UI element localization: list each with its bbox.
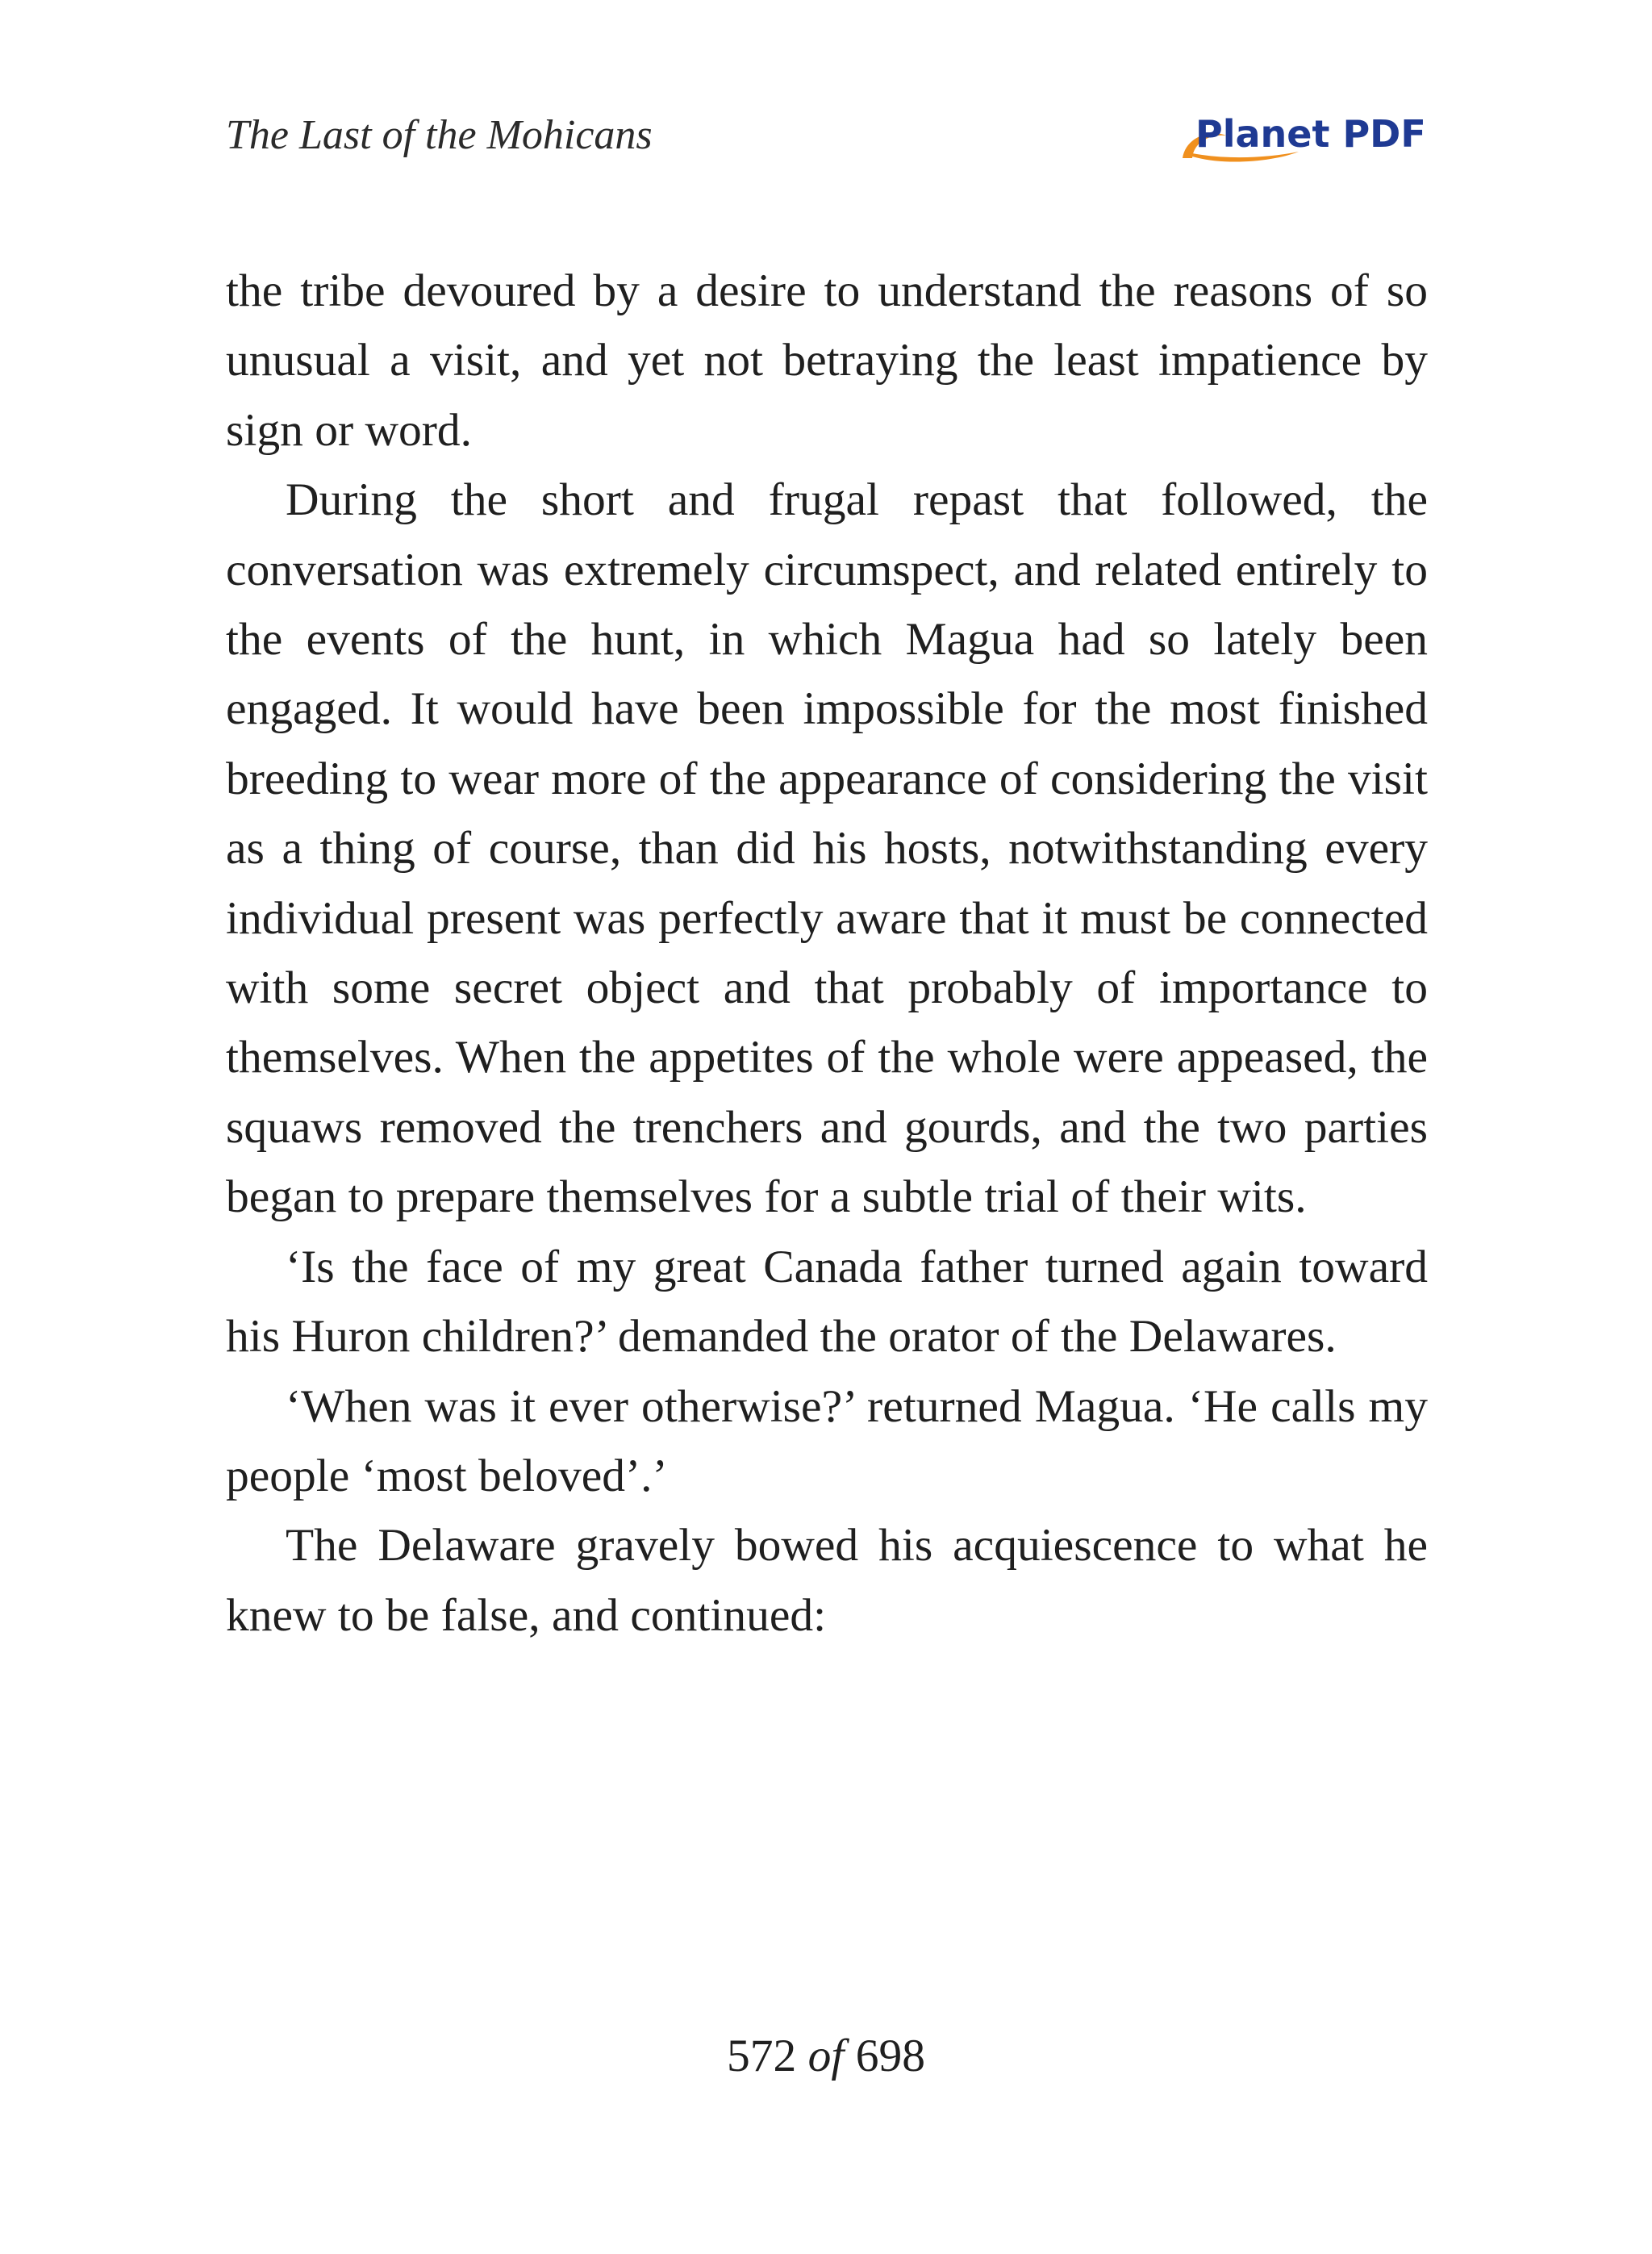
page-header xyxy=(226,105,1428,169)
paragraph: ‘When was it ever otherwise?’ returned Magua. ‘He calls my people ‘most beloved’.’ xyxy=(226,1380,1428,1501)
paragraph: the tribe devoured by a desire to understand the reasons of so unusual a visit, and yet not betraying the least impatience by sign or word. xyxy=(226,265,1428,456)
planet-pdf-logo-graphic xyxy=(1178,105,1428,169)
paragraph: During the short and frugal repast that followed, the conversation was extremely circumspect, and related entirely to the events of the hunt, in which Magua had so lately been engaged. It would have been impossible for the most finished breeding to wear more of the appearance of considering the visit as a thing of course, than did his hosts, notwithstanding every individual present was perfectly aware that it must be connected with some secret object and that probably of importance to themselves. When the appetites of the whole were appeased, the squaws removed the trenchers and gourds, and the two parties began to prepare themselves for a subtle trial of their wits. xyxy=(226,474,1428,1223)
current-page-number: 572 xyxy=(727,2031,797,2081)
logo-text: Planet PDF xyxy=(1195,112,1426,156)
book-title: The Last of the Mohicans xyxy=(226,112,653,158)
page-of-label: of xyxy=(807,2031,845,2081)
total-page-count: 698 xyxy=(855,2031,925,2081)
page-body xyxy=(226,257,1428,1651)
page-number xyxy=(0,2030,1652,2082)
paragraph: The Delaware gravely bowed his acquiescence to what he knew to be false, and continued: xyxy=(226,1520,1428,1641)
planet-pdf-logo xyxy=(1178,105,1428,169)
paragraph: ‘Is the face of my great Canada father turned again toward his Huron children?’ demanded the orator of the Delawares. xyxy=(226,1241,1428,1363)
